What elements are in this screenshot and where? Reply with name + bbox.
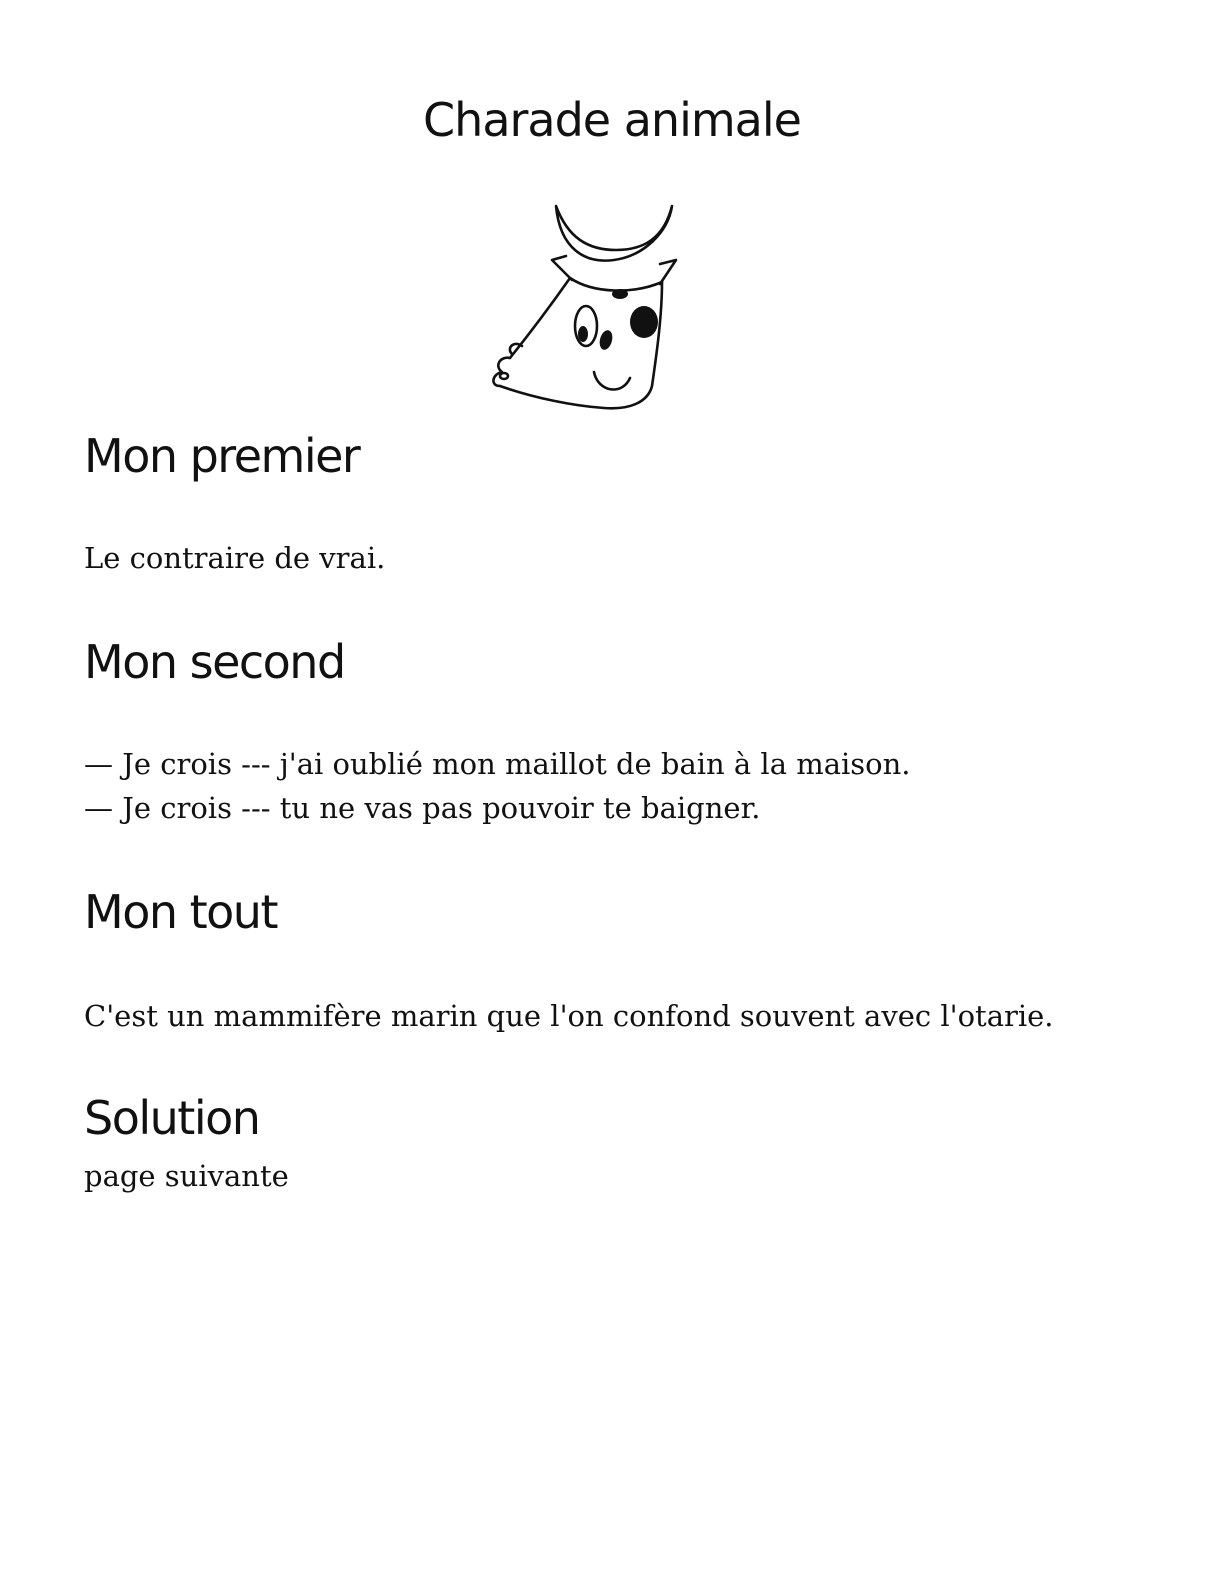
section-heading-mon-premier: Mon premier bbox=[84, 429, 360, 483]
section-heading-mon-tout: Mon tout bbox=[84, 885, 277, 939]
section-text-mon-second bbox=[84, 742, 911, 830]
text-line: Le contraire de vrai. bbox=[84, 541, 386, 575]
cow-head-icon bbox=[484, 198, 684, 414]
section-text-mon-premier bbox=[84, 536, 385, 580]
section-text-solution bbox=[84, 1154, 289, 1198]
section-heading-solution: Solution bbox=[84, 1091, 260, 1145]
section-heading-mon-second: Mon second bbox=[84, 635, 345, 689]
dialogue-line: — Je crois --- tu ne vas pas pouvoir te baigner. bbox=[84, 791, 761, 825]
page-title: Charade animale bbox=[423, 93, 801, 147]
text-line: page suivante bbox=[84, 1159, 289, 1193]
dialogue-line: — Je crois --- j'ai oublié mon maillot de bain à la maison. bbox=[84, 747, 911, 781]
text-line: C'est un mammifère marin que l'on confond souvent avec l'otarie. bbox=[84, 999, 1054, 1033]
section-text-mon-tout bbox=[84, 994, 1054, 1038]
